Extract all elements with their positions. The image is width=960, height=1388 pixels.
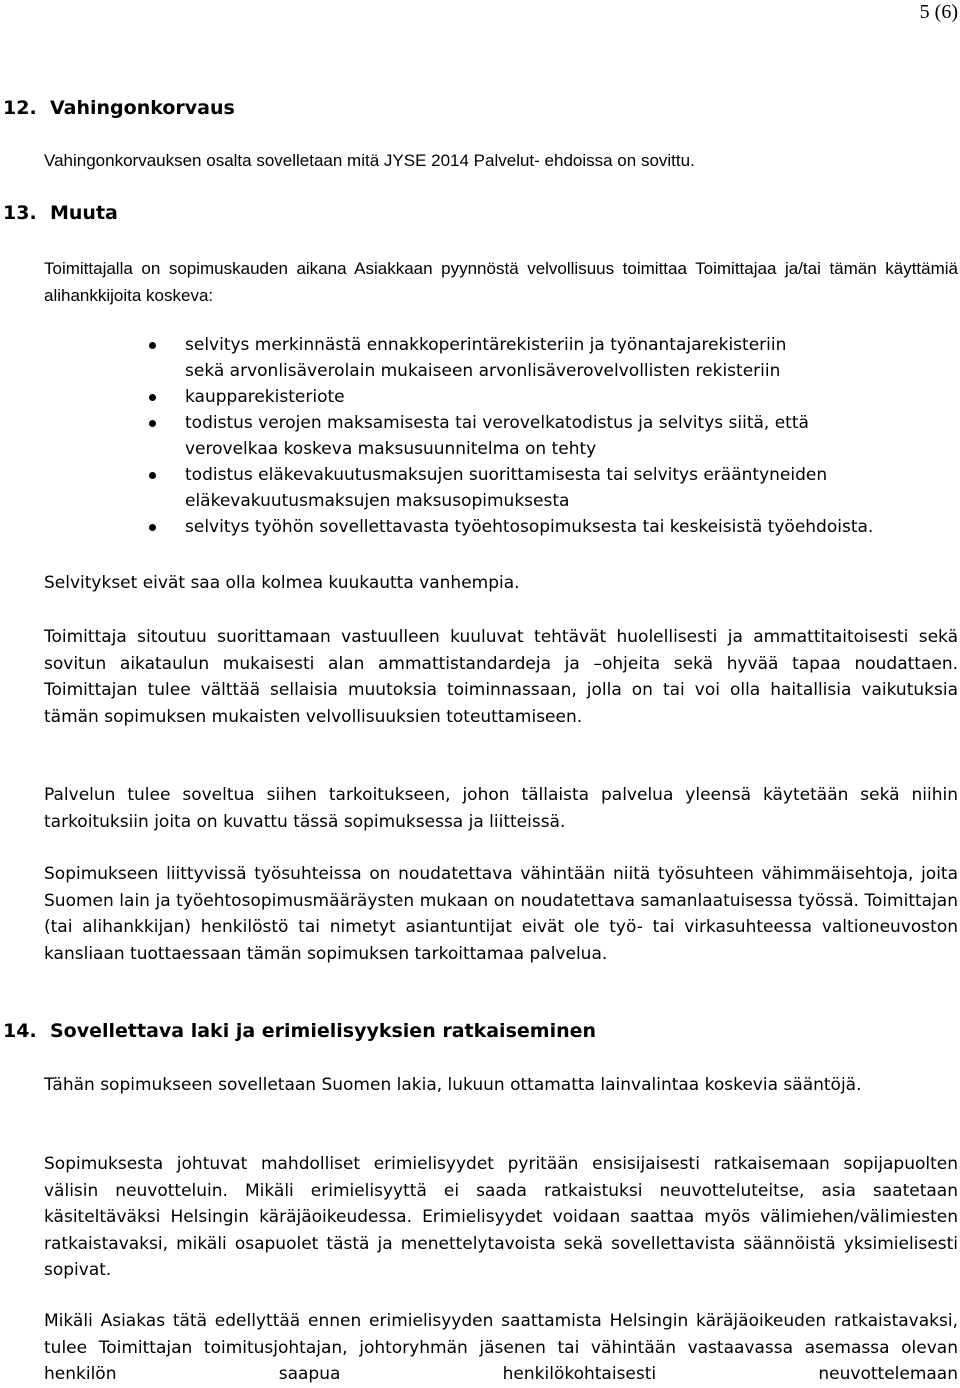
section-13-paragraph-2: Palvelun tulee soveltua siihen tarkoitukseen, johon tällaista palvelua yleensä käytetään sekä niihin tarkoituksiin joita on kuvattu tässä sopimuksessa ja liitteissä. [44,785,958,832]
section-14-paragraph-3: Mikäli Asiakas tätä edellyttää ennen erimielisyyden saattamista Helsingin käräjäoikeuden ratkaistavaksi, tulee Toimittajan toimitusjohtajan, johtoryhmän jäsenen tai vähintään vastaavassa asemassa olevan henkilön saapua henkilökohtaisesti neuvottelemaan [44,1311,958,1384]
section-13-intro: Toimittajalla on sopimuskauden aikana Asiakkaan pyynnöstä velvollisuus toimittaa Toimittajaa ja/tai tämän käyttämiä alihankkijoita koskeva: [44,259,958,305]
section-13-title: Muuta [50,202,118,224]
section-12-text: Vahingonkorvauksen osalta sovelletaan mitä JYSE 2014 Palvelut- ehdoissa on sovittu. [44,151,695,170]
requirements-list [0,332,960,540]
list-item: todistus eläkevakuutusmaksujen suorittamisesta tai selvitys erääntyneiden eläkevakuutusmaksujen maksusopimuksesta [0,462,960,514]
list-item: selvitys merkinnästä ennakkoperintärekisteriin ja työnantajarekisteriin sekä arvonlisäverolain mukaiseen arvonlisäverovelvollisten rekisteriin [0,332,960,384]
page-number: 5 (6) [919,1,958,23]
section-13-number: 13. [3,202,37,224]
section-12-title: Vahingonkorvaus [50,97,235,119]
section-14-number: 14. [3,1020,37,1042]
section-13-note: Selvitykset eivät saa olla kolmea kuukautta vanhempia. [44,573,520,593]
section-13-heading [3,201,118,225]
section-14-paragraph-2: Sopimuksesta johtuvat mahdolliset erimielisyydet pyritään ensisijaisesti ratkaisemaan sopijapuolten välisin neuvotteluin. Mikäli erimielisyyttä ei saada ratkaistuksi neuvotteluteitse, asia saatetaan käsiteltäväksi Helsingin käräjäoikeudessa. Erimielisyydet voidaan saattaa myös välimiehen/välimiesten ratkaistavaksi, mikäli osapuolet tästä ja menettelytavoista sekä sovellettavista säännöistä yksimielisesti sopivat. [44,1154,958,1280]
section-14-heading [3,1019,596,1043]
section-12-number: 12. [3,97,37,119]
section-13-paragraph-1: Toimittaja sitoutuu suorittamaan vastuulleen kuuluvat tehtävät huolellisesti ja ammattitaitoisesti sekä sovitun aikataulun mukaisesti alan ammattistandardeja ja –ohjeita sekä hyvää tapaa noudattaen. Toimittajan tulee välttää sellaisia muutoksia toiminnassaan, jolla on tai voi olla haitallisia vaikutuksia tämän sopimuksen mukaisten velvollisuuksien toteuttamiseen. [44,627,958,727]
section-12-heading [3,96,235,120]
list-item: kaupparekisteriote [0,384,960,410]
section-13-paragraph-3: Sopimukseen liittyvissä työsuhteissa on noudatettava vähintään niitä työsuhteen vähimmäisehtoja, joita Suomen lain ja työehtosopimusmääräysten mukaan on noudatettava samanlaatuisessa työssä. Toimittajan (tai alihankkijan) henkilöstö tai nimetyt asiantuntijat eivät ole työ- tai virkasuhteessa valtioneuvoston kansliaan tuottaessaan tämän sopimuksen tarkoittamaa palvelua. [44,864,958,964]
list-item: todistus verojen maksamisesta tai verovelkatodistus ja selvitys siitä, että verovelkaa koskeva maksusuunnitelma on tehty [0,410,960,462]
list-item: selvitys työhön sovellettavasta työehtosopimuksesta tai keskeisistä työehdoista. [0,514,960,540]
section-14-paragraph-1: Tähän sopimukseen sovelletaan Suomen lakia, lukuun ottamatta lainvalintaa koskevia sääntöjä. [44,1075,862,1095]
section-14-title: Sovellettava laki ja erimielisyyksien ratkaiseminen [50,1020,597,1042]
